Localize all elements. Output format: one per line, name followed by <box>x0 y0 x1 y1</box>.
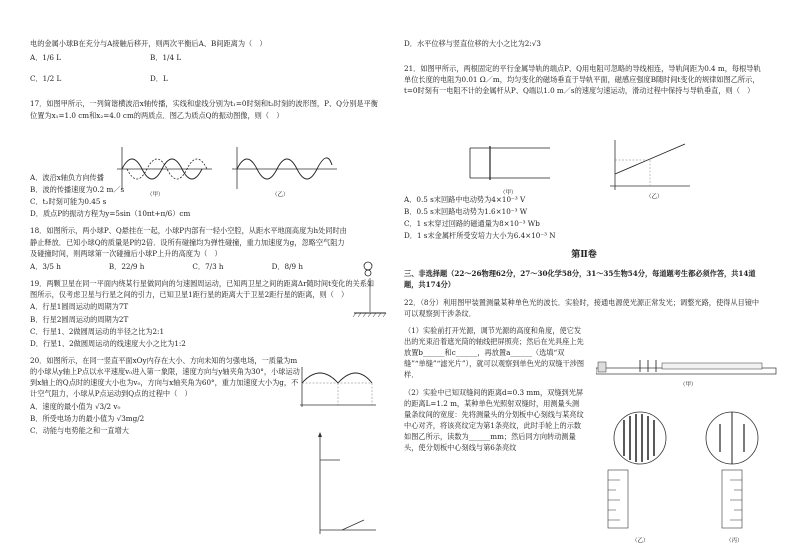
q16-option-d: D．L <box>150 74 168 84</box>
q22-fig2-label: （乙） <box>632 538 649 544</box>
q21-option-a: A．0.5 s末回路中电动势为4×10⁻³ V <box>404 194 526 204</box>
ball-p <box>364 262 372 270</box>
q16-option-c: C．1/2 L <box>30 74 62 84</box>
q22-fig1-label: （甲） <box>680 382 697 388</box>
q17-vibration-graph <box>232 147 337 197</box>
q21-fig1-label: （甲） <box>500 190 517 196</box>
q19-option-b: B．行星2圆周运动的周期为2T <box>30 314 129 324</box>
q18-options <box>30 261 380 272</box>
q21-option-b: B．0.5 s末回路电动势为1.6×10⁻³ W <box>404 206 528 216</box>
q17-wave-graph <box>117 147 212 197</box>
q19-option-d: D．行星1、2做圆周运动的线速度大小之比为1:2 <box>30 338 186 348</box>
q17-option-d: D．质点P的振动方程为y=5sin（10πt+π/6）cm <box>30 209 191 219</box>
q18-option-c: C．7/3 h <box>192 261 224 271</box>
q22-fringe-view <box>608 412 666 544</box>
q21-stem: 21．如图甲所示，两根固定的平行金属导轨的端点P、Q用电阻可忽略的导线相连，导轨间距为0.4 m，每根导轨单位长度的电阻为0.01 Ω／m，均匀变化的磁场垂直于导轨平面，磁感应强度B随时间t变化的规律如图乙所示，t=0时刻有一电阻不计的金属杆从P、Q端以1.0 m／s的速度匀速运动，滑动过程中保持与导轨垂直，则（ ） <box>404 64 761 96</box>
q22-figures <box>596 360 782 550</box>
q17-option-c: C．t₂时刻可能为0.45 s <box>30 197 107 207</box>
q20-option-a: A．速度的最小值为 √3/2 v₀ <box>30 401 121 411</box>
q19-option-c: C．行星1、2做圆周运动的半径之比为2:1 <box>30 326 165 336</box>
q22-micrometer-view <box>706 412 758 544</box>
q22-part2: （2）实验中已知双缝间的距离d=0.3 mm，双缝到光屏的距离L=1.2 m，某种单色光照射双缝时，用测量头测量条纹间的宽度：先将测量头的分划板中心刻线与某亮纹中心对齐，将该亮纹定为第1条亮纹，此时手轮上的示数如图乙所示，读数为______mm；然后同方向转动测量头，使分划板中心刻线与第6条亮纹 <box>404 387 584 453</box>
q21-figures <box>460 138 720 202</box>
part2-heading: 三、非选择题（22～26物理62分，27～30化学58分，31～35生物54分，每道题考生都必须作答，共14道题，共174分） <box>404 269 756 290</box>
q20-stem: 20．如图所示，在同一竖直平面xOy内存在大小、方向未知的匀强电场，一质量为m的小球从y轴上P点以水平速度v₀进入第一象限，速度方向与y轴夹角为30°，小球运动到x轴上的Q点时的速度大小也为v₀，方向与x轴夹角为60°，重力加速度大小为g，不计空气阻力，小球从P点运动到Q点的过程中（ ） <box>30 355 300 399</box>
q20-coordinate-figure <box>308 430 378 542</box>
q20-option-b: B．所受电场力的最小值为 √3mg/2 <box>30 413 145 423</box>
ball-q <box>365 270 371 276</box>
q19-options <box>30 301 280 349</box>
q17-fig1-label: （甲） <box>147 192 164 197</box>
q16-option-b: B．1/4 L <box>150 53 182 63</box>
q16-option-a: A．1/6 L <box>30 53 62 63</box>
q17-stem: 17．如图甲所示，一列简谐横波沿x轴传播，实线和虚线分别为t₁=0时刻和t₂时刻的波形图，P、Q分别是平衡位置为x₁=1.0 cm和x₂=4.0 cm的两质点．图乙为质点Q的振动图像，则（ ） <box>30 99 378 120</box>
q17-wave-figures <box>112 145 342 197</box>
q16-options <box>30 52 380 84</box>
q19-distance-graph <box>292 365 378 413</box>
q21-option-d: D．1 s末金属杆所受安培力大小为6.4×10⁻³ N <box>404 231 556 241</box>
q20-option-d: D．水平位移与竖直位移的大小之比为2:√3 <box>404 39 541 48</box>
q22-optical-bench <box>596 360 776 388</box>
q16-continuation: 电的金属小球B在充分与A接触后移开，则两次平衡后A、B间距离为（ ） <box>30 39 267 48</box>
q21-option-c: C．1 s末穿过回路的磁通量为8×10⁻³ Wb <box>404 218 540 228</box>
q22-fig3-label: （丙） <box>726 538 743 544</box>
q22-stem: 22．（8分）利用图甲装置测量某种单色光的波长．实验时，接通电源使光源正常发光；调整光路，使得从目镜中可以观察到干涉条纹． <box>404 297 760 318</box>
q18-option-d: D．8/9 h <box>271 261 303 271</box>
q17-fig2-label: （乙） <box>272 192 289 197</box>
q19-option-a: A．行星1圆周运动的周期为7T <box>30 302 129 312</box>
q17-option-b: B．波的传播速度为0.2 m／s <box>30 184 125 194</box>
q18-option-a: A．3/5 h <box>30 261 61 271</box>
q20-options <box>30 401 280 436</box>
q22-part1: （1）实验前打开光源，调节光源的高度和角度，使它发出的光束沿着遮光筒的轴线把屏照亮；然后在光具座上先放置b______和c______，再放置a______（选填“双缝”“单缝”“滤光片”），就可以观察到单色光的双缝干涉图样． <box>404 325 585 380</box>
q18-stem: 18．如图所示，两小球P、Q悬挂在一起，小球P内部有一轻小空腔，从距水平地面高度为h处同时由静止释放．已知小球Q的质量是P的2倍．设所有碰撞均为弹性碰撞，重力加速度为g，忽略空气阻力及碰撞时间，则两球第一次碰撞后小球P上升的高度为（ ） <box>30 226 347 258</box>
q18-option-b: B．22/9 h <box>108 261 145 271</box>
q19-stem: 19．两颗卫星在同一平面内绕某行星做同向的匀速圆周运动，已知两卫星之间的距离Δr随时间t变化的关系如图所示，仅考虑卫星与行星之间的引力，已知卫星1距行星的距离大于卫星2距行星的距离，则（ ） <box>30 279 375 300</box>
q20-option-c: C．动能与电势能之和一直增大 <box>30 425 129 435</box>
q21-fig2-label: （乙） <box>646 194 663 200</box>
q21-field-graph <box>610 140 690 200</box>
q17-option-a: A．波沿x轴负方向传播 <box>30 172 104 182</box>
q18-ball-figure <box>352 258 388 318</box>
part2-title: 第Ⅱ卷 <box>571 250 597 261</box>
q21-rail-figure <box>470 146 550 196</box>
